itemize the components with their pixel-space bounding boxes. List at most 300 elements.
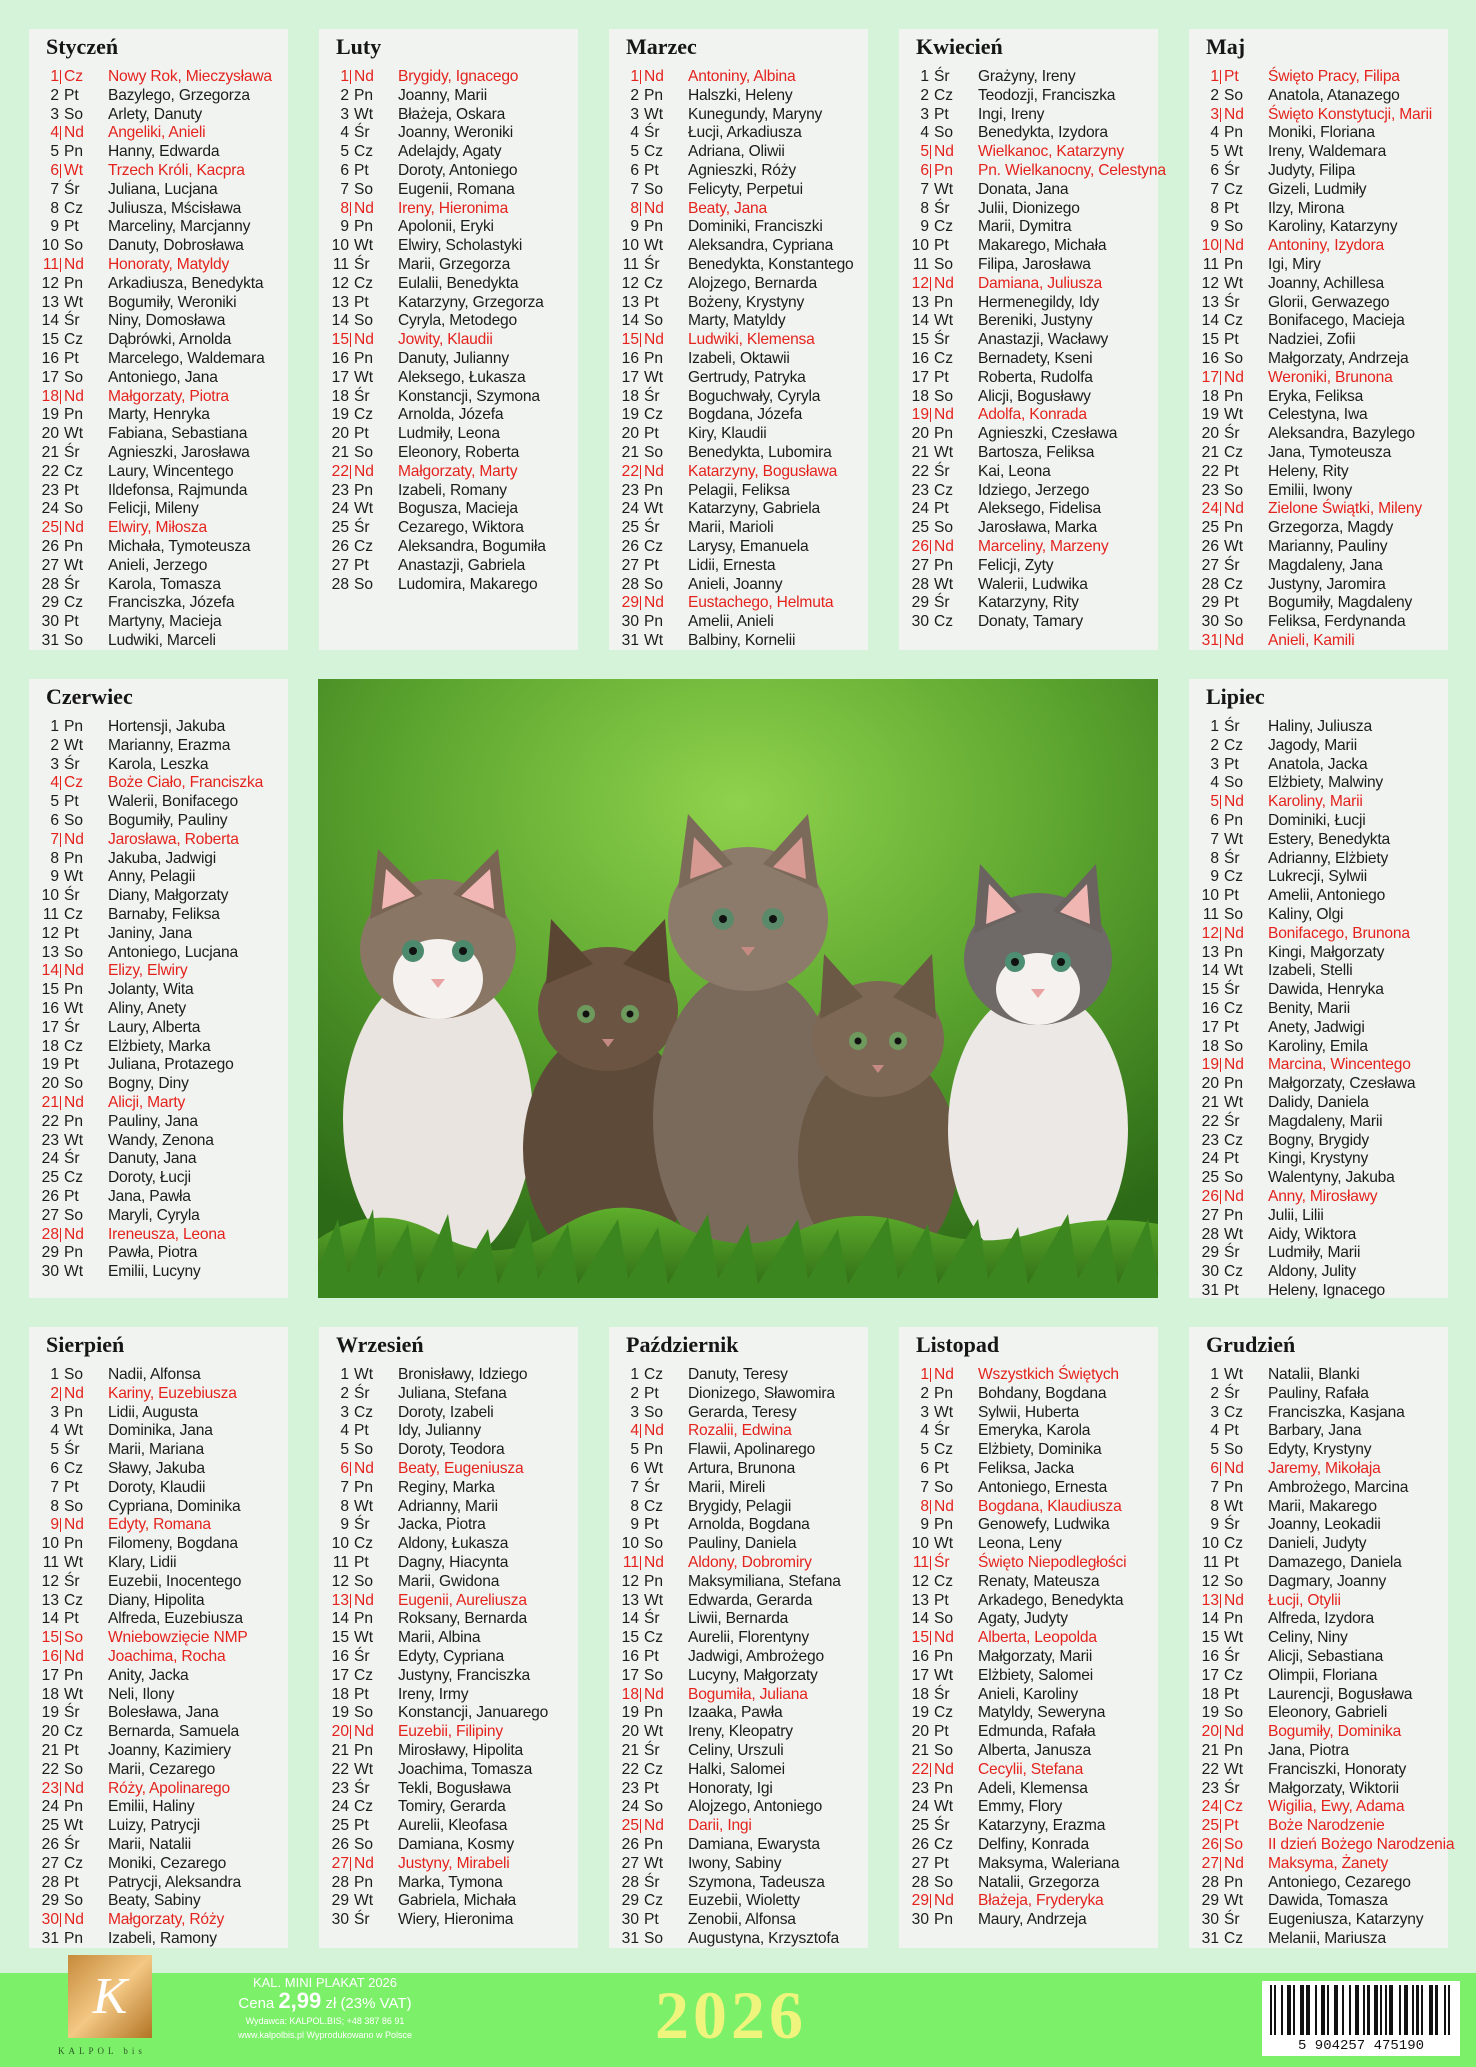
day-number: 15 [911,1629,929,1647]
day-row [319,1629,578,1648]
day-row [29,538,288,557]
name-day-text: Edmunda, Rafała [978,1723,1096,1741]
weekday: Wt [64,425,84,443]
day-divider [60,1631,61,1645]
day-number: 12 [1201,274,1219,292]
weekday: Cz [1224,575,1244,593]
weekday: Śr [934,1685,950,1703]
weekday: Wt [64,1685,84,1703]
day-row [319,124,578,143]
name-day-text: Bogumiły, Dominika [1268,1723,1402,1741]
name-day-text: Anieli, Karoliny [978,1685,1078,1703]
day-row [1189,1150,1448,1169]
day-row [609,1930,868,1949]
day-row [609,294,868,313]
name-day-text: Sławy, Jakuba [108,1459,205,1477]
day-row [29,1498,288,1517]
name-day-text: Gertrudy, Patryka [688,368,806,386]
day-row [609,1479,868,1498]
day-row [29,1263,288,1282]
weekday: So [1224,218,1244,236]
day-number: 15 [41,1629,59,1647]
day-number: 9 [1210,218,1219,236]
weekday: Śr [64,180,80,198]
day-row [29,831,288,850]
weekday: Wt [644,1591,664,1609]
weekday: Śr [354,519,370,537]
day-number: 19 [41,406,59,424]
name-day-text: Beaty, Sabiny [108,1892,201,1910]
name-day-text: Matyldy, Seweryna [978,1704,1106,1722]
name-day-text: Bożeny, Krystyny [688,293,805,311]
day-number: 8 [340,1497,349,1515]
name-day-text: Święto Konstytucji, Marii [1268,105,1432,123]
name-day-text: Marii, Dymitra [978,218,1072,236]
weekday: Wt [354,1497,374,1515]
name-day-text: Joanny, Marii [398,86,487,104]
weekday: So [354,180,374,198]
name-day-text: Marcina, Wincentego [1268,1056,1411,1074]
day-row [899,1874,1158,1893]
day-number: 7 [920,180,929,198]
day-row [609,482,868,501]
weekday: Pt [354,293,369,311]
day-row [29,369,288,388]
weekday: Pn [1224,519,1244,537]
day-number: 7 [1210,1478,1219,1496]
day-row [29,1667,288,1686]
day-number: 23 [41,481,59,499]
day-number: 15 [911,331,929,349]
day-row [29,124,288,143]
price-line [215,1988,435,2014]
name-day-text: Franciszka, Józefa [108,594,235,612]
weekday: Cz [64,1723,84,1741]
name-day-text: Ilzy, Mirona [1268,199,1345,217]
name-day-text: Jaremy, Mikołaja [1268,1459,1381,1477]
weekday: Śr [644,387,660,405]
day-row [319,500,578,519]
weekday: Cz [354,1666,374,1684]
name-day-text: Marty, Henryka [108,406,210,424]
day-row [609,1723,868,1742]
name-day-text: Juliana, Stefana [398,1384,507,1402]
day-row [899,218,1158,237]
day-number: 31 [41,631,59,649]
day-row [899,1479,1158,1498]
name-day-text: Pauliny, Daniela [688,1535,797,1553]
weekday: Pn [1224,124,1244,142]
day-number: 25 [331,1817,349,1835]
weekday: Śr [1224,1911,1240,1929]
day-number: 25 [41,519,59,537]
weekday: Pn [354,481,374,499]
day-divider [1220,239,1221,253]
day-divider [640,202,641,216]
day-number: 9 [50,868,59,886]
day-number: 25 [911,519,929,537]
name-day-text: Franciszka, Kasjana [1268,1403,1405,1421]
day-row [609,1441,868,1460]
day-row [29,331,288,350]
name-day-text: Bogny, Brygidy [1268,1131,1369,1149]
name-day-text: Danuty, Jana [108,1150,197,1168]
day-number: 4 [50,124,59,142]
day-number: 20 [331,1723,349,1741]
day-row [29,1817,288,1836]
name-day-text: Feliksa, Ferdynanda [1268,613,1406,631]
days-list [1189,1366,1455,1949]
name-day-text: Danuty, Teresy [688,1366,788,1383]
name-day-text: Cypriana, Dominika [108,1497,241,1515]
day-divider [60,390,61,404]
name-day-text: Julii, Lilii [1268,1206,1324,1224]
weekday: Pt [644,1647,659,1665]
weekday: Pn [64,1112,84,1130]
day-divider [60,164,61,178]
day-row [29,1573,288,1592]
day-row [29,1892,288,1911]
day-number: 2 [340,1384,349,1402]
day-row [319,1610,578,1629]
month-panel-grudzien [1189,1327,1455,1948]
name-day-text: Alicji, Marty [108,1093,186,1111]
day-number: 26 [1201,1187,1219,1205]
day-row [899,1592,1158,1611]
day-row [1189,1075,1448,1094]
day-number: 3 [630,105,639,123]
name-day-text: Aliny, Anety [108,999,186,1017]
day-row [29,1207,288,1226]
weekday: Pt [354,1422,369,1440]
weekday: Nd [934,537,954,555]
day-number: 9 [50,1516,59,1534]
day-number: 18 [41,1037,59,1055]
day-row [899,68,1158,87]
weekday: Pt [354,1817,369,1835]
day-row [1189,981,1448,1000]
weekday: Cz [644,143,664,161]
barcode [1262,1981,1460,2056]
day-row [319,1573,578,1592]
weekday: Pn [1224,943,1244,961]
day-row [1189,538,1448,557]
day-divider [1220,108,1221,122]
month-panel-luty [319,29,578,650]
day-row [899,1441,1158,1460]
day-number: 5 [920,143,929,161]
day-number: 13 [911,293,929,311]
day-row [29,756,288,775]
weekday: Cz [64,68,84,85]
name-day-text: Dagny, Hiacynta [398,1553,509,1571]
day-row [1189,831,1448,850]
weekday: Pn [934,1384,954,1402]
day-row [29,1404,288,1423]
day-row [29,162,288,181]
weekday: Cz [1224,180,1244,198]
name-day-text: Aleksego, Fidelisa [978,500,1101,518]
name-day-text: Maksymiliana, Stefana [688,1572,841,1590]
name-day-text: Celestyna, Iwa [1268,406,1368,424]
day-row [1189,1479,1448,1498]
name-day-text: Niny, Domosława [108,312,226,330]
day-row [1189,1282,1448,1301]
weekday: Pn [644,86,664,104]
day-row [609,237,868,256]
name-day-text: Małgorzaty, Andrzeja [1268,349,1409,367]
day-number: 5 [920,1441,929,1459]
day-row [609,181,868,200]
name-day-text: Emilii, Iwony [1268,481,1353,499]
day-row [1189,482,1448,501]
day-number: 9 [920,1516,929,1534]
day-row [1189,1000,1448,1019]
weekday: So [354,312,374,330]
day-row [609,1610,868,1629]
name-day-text: Dagmary, Joanny [1268,1572,1387,1590]
day-row [899,124,1158,143]
day-row [29,944,288,963]
day-row [29,1000,288,1019]
day-number: 6 [920,161,929,179]
name-day-text: Ludomira, Makarego [398,575,538,593]
day-number: 14 [621,1610,639,1628]
weekday: Śr [1224,1384,1240,1402]
day-divider [930,1500,931,1514]
day-number: 30 [621,613,639,631]
weekday: Wt [1224,1225,1244,1243]
weekday: Pt [64,1056,79,1074]
name-day-text: Boże Narodzenie [1268,1817,1385,1835]
name-day-text: Juliana, Protazego [108,1056,234,1074]
day-number: 9 [1210,868,1219,886]
weekday: Cz [1224,1263,1244,1281]
name-day-text: Agaty, Judyty [978,1610,1068,1628]
month-panel-lipiec [1189,679,1448,1298]
weekday: So [934,124,954,142]
name-day-text: Marii, Mariana [108,1441,204,1459]
day-row [1189,124,1448,143]
day-row [899,1498,1158,1517]
name-day-text: Adrianny, Elżbiety [1268,849,1389,867]
weekday: Pt [1224,1150,1239,1168]
day-row [609,1592,868,1611]
name-day-text: Rozalii, Edwina [688,1422,792,1440]
name-day-text: Kai, Leona [978,462,1051,480]
product-title: KAL. MINI PLAKAT 2026 [252,1975,398,1990]
day-number: 20 [41,425,59,443]
day-row [319,425,578,444]
day-number: 23 [621,1779,639,1797]
day-row [899,275,1158,294]
name-day-text: Bereniki, Justyny [978,312,1093,330]
kalpol-logo [68,1955,152,2038]
name-day-text: Michała, Tymoteusza [108,537,251,555]
name-day-text: Izabeli, Stelli [1268,962,1353,980]
weekday: Nd [934,1892,954,1910]
name-day-text: Elżbiety, Marka [108,1037,211,1055]
name-day-text: Magdaleny, Marii [1268,1112,1383,1130]
day-number: 10 [911,1535,929,1553]
name-day-text: Beaty, Eugeniusza [398,1459,524,1477]
weekday: Pt [354,1685,369,1703]
day-row [609,1629,868,1648]
weekday: Wt [1224,406,1244,424]
weekday: Cz [644,406,664,424]
name-day-text: Juliana, Lucjana [108,180,218,198]
weekday: So [644,1403,664,1421]
name-day-text: Neli, Ilony [108,1685,175,1703]
weekday: Wt [64,293,84,311]
weekday: Pn [1224,1741,1244,1759]
month-title: Październik [626,1332,739,1357]
day-row [319,1855,578,1874]
name-day-text: Szymona, Tadeusza [688,1873,825,1891]
weekday: Śr [934,1553,950,1571]
name-day-text: Antoniego, Jana [108,368,218,386]
day-row [609,106,868,125]
day-number: 1 [1210,718,1219,735]
day-row [29,1385,288,1404]
day-row [899,294,1158,313]
day-row [319,143,578,162]
name-day-text: Eugenii, Romana [398,180,515,198]
weekday: Cz [354,274,374,292]
name-day-text: Nadziei, Zofii [1268,331,1356,349]
day-number: 27 [621,1854,639,1872]
day-row [609,500,868,519]
day-number: 19 [621,406,639,424]
weekday: Pt [934,105,949,123]
day-divider [930,277,931,291]
day-number: 23 [1201,481,1219,499]
day-row [899,500,1158,519]
day-row [1189,1704,1448,1723]
day-number: 28 [1201,1873,1219,1891]
day-number: 21 [331,1741,349,1759]
day-number: 29 [911,1892,929,1910]
weekday: Śr [1224,1647,1240,1665]
day-divider [930,1894,931,1908]
name-day-text: Dominiki, Franciszki [688,218,823,236]
weekday: Wt [1224,830,1244,848]
day-number: 6 [1210,161,1219,179]
day-divider [1220,1800,1221,1814]
weekday: Wt [64,736,84,754]
day-row [1189,557,1448,576]
weekday: Śr [644,519,660,537]
day-number: 2 [630,86,639,104]
day-number: 14 [911,312,929,330]
month-title: Styczeń [46,34,119,59]
name-day-text: Anety, Jadwigi [1268,1018,1365,1036]
name-day-text: Marii, Natalii [108,1835,191,1853]
day-row [29,1629,288,1648]
weekday: So [644,443,664,461]
day-number: 25 [41,1169,59,1187]
day-number: 10 [621,237,639,255]
name-day-text: Marty, Matyldy [688,312,786,330]
weekday: Pn [644,349,664,367]
weekday: So [934,1610,954,1628]
weekday: Śr [1224,293,1240,311]
day-row [1189,1648,1448,1667]
day-number: 7 [920,1478,929,1496]
day-number: 29 [621,1892,639,1910]
weekday: Pt [644,293,659,311]
days-list [1189,718,1448,1301]
price-label: Cena [238,1995,275,2012]
day-row [29,1075,288,1094]
name-day-text: Mirosławy, Hipolita [398,1741,524,1759]
day-row [29,1516,288,1535]
day-row [29,793,288,812]
day-row [609,1780,868,1799]
day-row [1189,1056,1448,1075]
day-divider [60,70,61,84]
name-day-text: Darii, Ingi [688,1817,752,1835]
day-row [319,576,578,595]
day-number: 27 [41,1854,59,1872]
day-row [1189,812,1448,831]
day-row [319,1742,578,1761]
day-number: 7 [630,1478,639,1496]
day-row [319,1780,578,1799]
name-day-text: Cyryla, Metodego [398,312,518,330]
weekday: Śr [1224,1779,1240,1797]
name-day-text: Karoliny, Emila [1268,1037,1368,1055]
day-number: 15 [1201,1629,1219,1647]
name-day-text: Bogdana, Józefa [688,406,803,424]
day-row [1189,1629,1448,1648]
weekday: Śr [1224,1112,1240,1130]
day-number: 15 [1201,981,1219,999]
day-row [29,1441,288,1460]
name-day-text: Donaty, Tamary [978,613,1083,631]
month-panel-czerwiec [29,679,288,1298]
name-day-text: Dąbrówki, Arnolda [108,331,232,349]
name-day-text: Heleny, Rity [1268,462,1349,480]
day-row [609,218,868,237]
day-number: 11 [622,255,639,273]
name-day-text: Leona, Leny [978,1535,1062,1553]
day-number: 16 [1201,999,1219,1017]
name-day-text: II dzień Bożego Narodzenia [1268,1835,1455,1853]
name-day-text: Marii, Marioli [688,519,774,537]
weekday: Wt [64,1422,84,1440]
day-number: 6 [340,161,349,179]
day-number: 20 [911,1723,929,1741]
day-row [1189,1188,1448,1207]
name-day-text: Heleny, Ignacego [1268,1281,1386,1299]
day-row [1189,1226,1448,1245]
weekday: Wt [644,368,664,386]
weekday: Śr [934,331,950,349]
name-day-text: Marceliny, Marcjanny [108,218,251,236]
weekday: Śr [354,1647,370,1665]
weekday: Śr [64,575,80,593]
day-divider [350,1462,351,1476]
day-number: 13 [621,1591,639,1609]
name-day-text: Karoliny, Katarzyny [1268,218,1398,236]
weekday: So [1224,1037,1244,1055]
name-day-text: Amelii, Antoniego [1268,887,1386,905]
day-row [609,1911,868,1930]
day-number: 4 [920,124,929,142]
day-number: 26 [1201,1835,1219,1853]
weekday: Śr [1224,161,1240,179]
